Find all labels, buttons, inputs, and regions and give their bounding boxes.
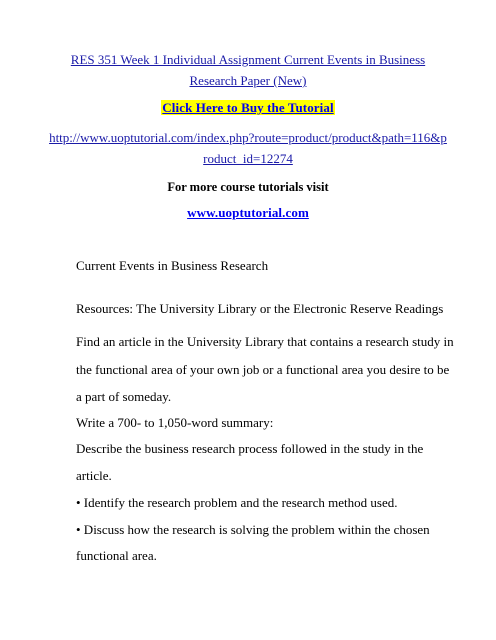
- product-url-link-2[interactable]: roduct_id=12274: [203, 151, 293, 166]
- resources-text: Resources: The University Library or the Electronic Reserve Readings: [76, 301, 444, 316]
- buy-tutorial-link[interactable]: Click Here to Buy the Tutorial: [162, 100, 334, 115]
- paragraph-line-3: a part of someday.: [76, 389, 172, 404]
- buy-tutorial-line[interactable]: [0, 100, 496, 116]
- title-link-1[interactable]: RES 351 Week 1 Individual Assignment Current Events in Business: [70, 52, 426, 67]
- paragraph-line-2: the functional area of your own job or a functional area you desire to be: [76, 362, 450, 377]
- product-url-link-1[interactable]: http://www.uoptutorial.com/index.php?route=product/product&path=116&p: [49, 130, 447, 145]
- more-tutorials-heading: For more course tutorials visit: [167, 180, 329, 194]
- paragraph-line-1: Find an article in the University Library that contains a research study in: [76, 334, 454, 349]
- bullet-item-2-line-1: • Discuss how the research is solving the problem within the chosen: [76, 522, 430, 537]
- site-link[interactable]: www.uoptutorial.com: [187, 205, 309, 220]
- section-title: Current Events in Business Research: [76, 258, 269, 273]
- url-line-1[interactable]: [0, 130, 496, 146]
- bullet-item-1: • Identify the research problem and the research method used.: [76, 495, 398, 510]
- site-link-line[interactable]: [0, 205, 496, 221]
- title-line-1[interactable]: [0, 52, 496, 68]
- describe-line-1: Describe the business research process followed in the study in the: [76, 441, 424, 456]
- url-line-2[interactable]: [0, 151, 496, 167]
- describe-line-2: article.: [76, 468, 112, 483]
- title-line-2[interactable]: [0, 73, 496, 89]
- title-link-2[interactable]: Research Paper (New): [189, 73, 307, 88]
- summary-requirement: Write a 700- to 1,050-word summary:: [76, 415, 274, 430]
- bullet-item-2-line-2: functional area.: [76, 548, 157, 563]
